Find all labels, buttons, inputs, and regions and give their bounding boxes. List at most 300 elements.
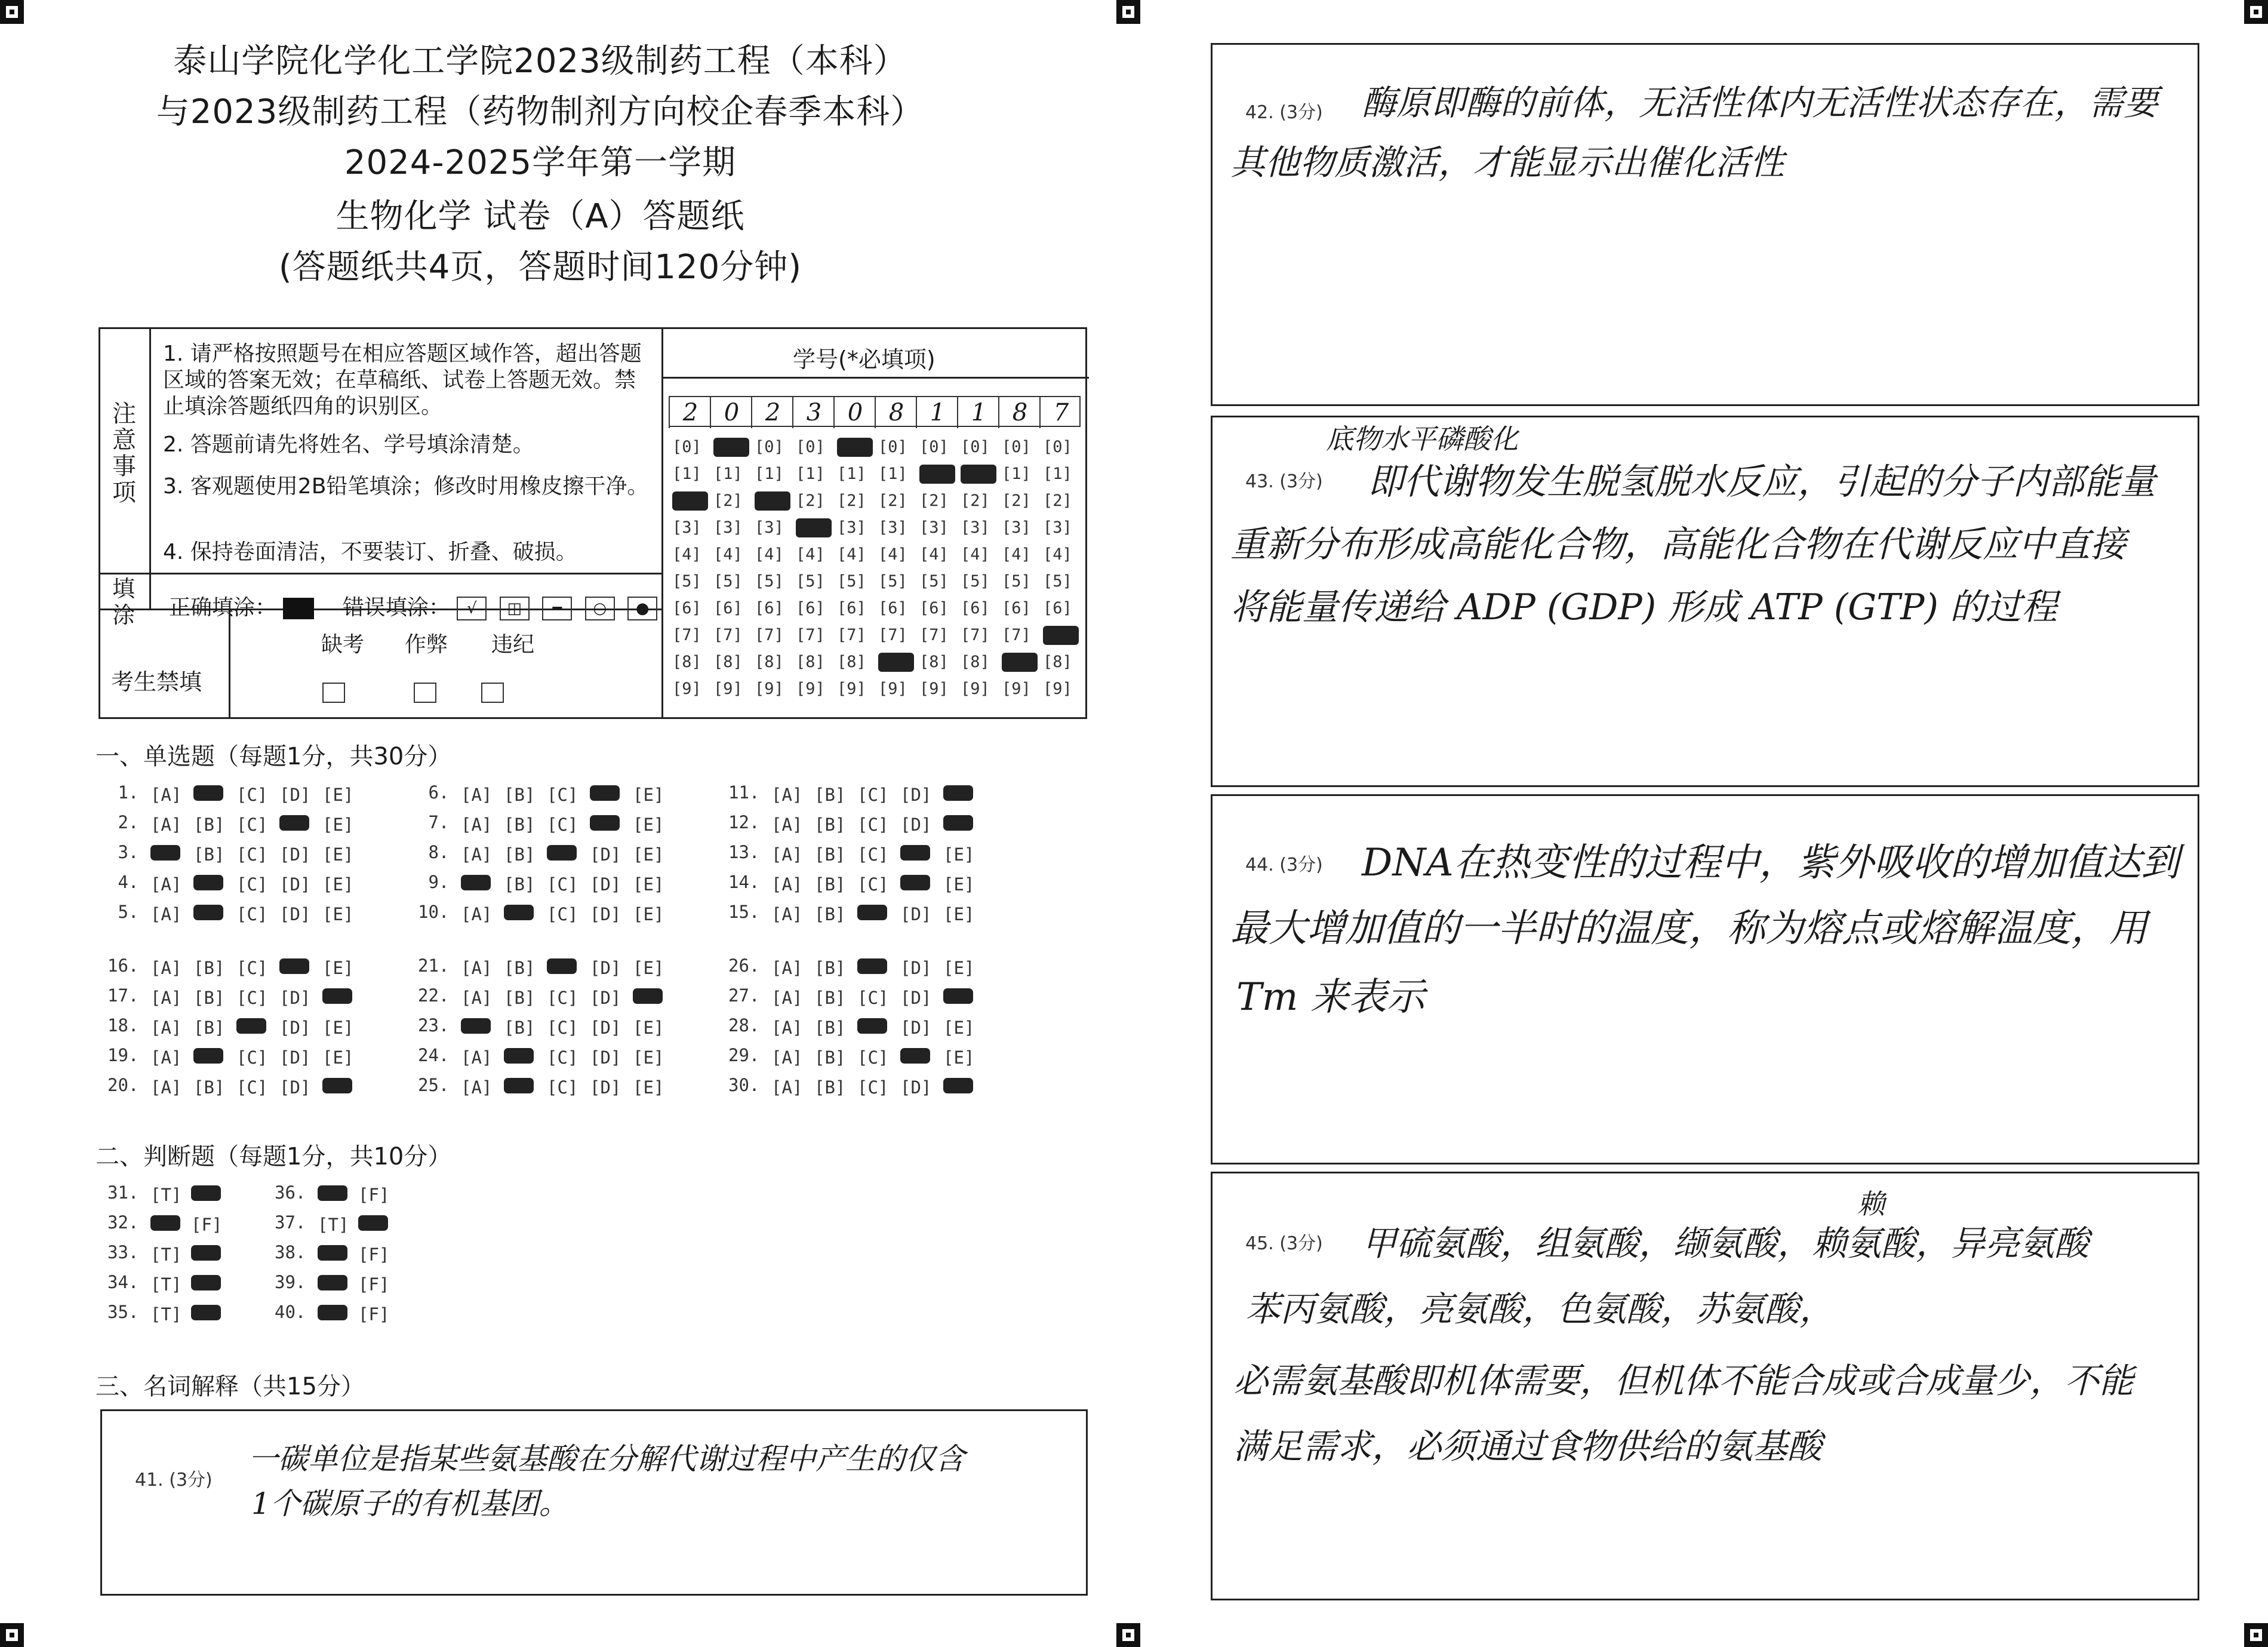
id-bubble[interactable]: [7] xyxy=(878,626,907,644)
answer-box-41[interactable] xyxy=(100,1409,1088,1596)
choice-option-D[interactable]: [D] xyxy=(279,1077,311,1098)
choice-option-A[interactable] xyxy=(150,844,193,862)
choice-option-D[interactable]: [D] xyxy=(900,988,932,1008)
choice-option-C[interactable]: [C] xyxy=(547,1077,578,1098)
id-bubble[interactable]: [3] xyxy=(919,518,949,537)
id-bubble[interactable]: [5] xyxy=(1002,572,1031,591)
choice-option-D[interactable]: [D] xyxy=(279,904,311,924)
choice-option-E[interactable]: [E] xyxy=(943,958,975,978)
id-bubble[interactable]: [7] xyxy=(796,626,825,644)
choice-option-C[interactable]: [C] xyxy=(547,988,578,1008)
choice-option-C[interactable]: [C] xyxy=(236,1077,268,1098)
id-bubble[interactable]: [7] xyxy=(919,626,949,644)
choice-option-B[interactable]: [B] xyxy=(193,988,225,1008)
judge-option-F[interactable] xyxy=(191,1185,232,1203)
judge-question-35[interactable] xyxy=(107,1302,232,1325)
choice-option-D[interactable]: [D] xyxy=(590,958,621,978)
judge-answer-area[interactable] xyxy=(107,1182,466,1332)
id-bubble[interactable]: [3] xyxy=(837,518,866,537)
id-bubble[interactable]: [6] xyxy=(755,599,784,617)
id-bubble[interactable]: [9] xyxy=(919,680,949,698)
choice-option-D[interactable]: [D] xyxy=(900,1077,932,1098)
choice-option-E[interactable]: [E] xyxy=(322,874,354,895)
answer-box-44[interactable] xyxy=(1211,794,2199,1164)
choice-question-18[interactable] xyxy=(107,1015,365,1038)
id-bubble[interactable]: [9] xyxy=(961,680,990,698)
choice-option-E[interactable]: [E] xyxy=(943,904,975,924)
id-bubble[interactable]: [4] xyxy=(919,545,949,564)
choice-option-C[interactable]: [C] xyxy=(547,874,578,895)
choice-option-E[interactable] xyxy=(943,785,986,803)
id-bubble[interactable]: [9] xyxy=(1043,680,1072,698)
judge-option-F[interactable]: [F] xyxy=(358,1245,390,1265)
choice-option-B[interactable]: [B] xyxy=(193,1077,225,1098)
choice-option-C[interactable]: [C] xyxy=(857,874,889,895)
choice-option-B[interactable] xyxy=(504,904,547,922)
choice-option-D[interactable]: [D] xyxy=(900,785,932,805)
choice-option-B[interactable]: [B] xyxy=(814,1047,846,1068)
id-bubble[interactable]: [1] xyxy=(1043,465,1072,483)
judge-option-T[interactable] xyxy=(318,1245,358,1262)
id-bubble[interactable]: [7] xyxy=(1002,626,1031,644)
id-bubble[interactable]: [6] xyxy=(919,599,949,617)
id-bubble[interactable]: [0] xyxy=(755,438,784,456)
id-bubble[interactable]: [2] xyxy=(919,491,949,510)
id-bubble[interactable]: [5] xyxy=(1043,572,1072,591)
choice-option-E[interactable]: [E] xyxy=(633,815,664,835)
choice-question-8[interactable] xyxy=(418,842,676,865)
choice-option-B[interactable]: [B] xyxy=(814,958,846,978)
choice-option-B[interactable] xyxy=(504,1047,547,1065)
choice-option-E[interactable]: [E] xyxy=(633,904,664,924)
choice-option-A[interactable]: [A] xyxy=(461,1047,493,1068)
choice-question-3[interactable] xyxy=(107,842,365,865)
choice-option-A[interactable]: [A] xyxy=(771,844,803,865)
id-bubble[interactable]: [1] xyxy=(713,465,743,483)
choice-option-B[interactable]: [B] xyxy=(193,958,225,978)
choice-option-B[interactable]: [B] xyxy=(814,874,846,895)
choice-option-C[interactable]: [C] xyxy=(547,1018,578,1038)
choice-option-B[interactable]: [B] xyxy=(504,874,536,895)
choice-option-A[interactable]: [A] xyxy=(771,904,803,924)
choice-option-A[interactable]: [A] xyxy=(150,988,182,1008)
choice-option-D[interactable] xyxy=(590,785,633,803)
id-bubble[interactable]: [6] xyxy=(837,599,866,617)
choice-option-B[interactable]: [B] xyxy=(814,785,846,805)
id-bubble[interactable]: [3] xyxy=(672,518,701,537)
choice-option-B[interactable]: [B] xyxy=(504,958,536,978)
choice-question-21[interactable] xyxy=(418,955,676,976)
choice-option-C[interactable]: [C] xyxy=(236,904,268,924)
id-bubble[interactable]: [9] xyxy=(713,680,743,698)
id-bubble[interactable]: [9] xyxy=(837,680,866,698)
id-bubble[interactable]: [0] xyxy=(961,438,990,456)
choice-option-A[interactable] xyxy=(461,1018,504,1035)
choice-option-C[interactable]: [C] xyxy=(547,1047,578,1068)
choice-option-E[interactable]: [E] xyxy=(633,1077,664,1098)
choice-option-D[interactable]: [D] xyxy=(279,1018,311,1038)
id-bubble[interactable]: [6] xyxy=(1043,599,1072,617)
id-bubble[interactable]: [8] xyxy=(713,653,743,671)
choice-option-A[interactable]: [A] xyxy=(150,958,182,978)
id-bubble[interactable]: [0] xyxy=(878,438,907,456)
id-bubble[interactable]: [5] xyxy=(672,572,701,591)
choice-question-12[interactable] xyxy=(728,812,986,835)
choice-option-C[interactable]: [C] xyxy=(547,904,578,924)
id-bubble[interactable]: [4] xyxy=(961,545,990,564)
choice-option-B[interactable]: [B] xyxy=(193,815,225,835)
choice-option-C[interactable]: [C] xyxy=(236,988,268,1008)
id-bubble[interactable] xyxy=(1043,626,1079,645)
choice-question-9[interactable] xyxy=(418,872,676,895)
id-bubble[interactable]: [1] xyxy=(672,465,701,483)
choice-option-C[interactable] xyxy=(857,904,900,922)
choice-option-D[interactable]: [D] xyxy=(590,904,621,924)
id-bubble[interactable]: [2] xyxy=(796,491,825,510)
id-bubble[interactable] xyxy=(672,491,708,511)
judge-option-T[interactable]: [T] xyxy=(318,1215,349,1235)
answer-box-45[interactable] xyxy=(1211,1172,2199,1600)
judge-option-F[interactable]: [F] xyxy=(191,1215,223,1235)
choice-option-A[interactable]: [A] xyxy=(461,844,493,865)
choice-option-A[interactable]: [A] xyxy=(771,958,803,978)
choice-option-E[interactable]: [E] xyxy=(633,958,664,978)
id-bubble[interactable]: [6] xyxy=(961,599,990,617)
id-bubble[interactable]: [0] xyxy=(1043,438,1072,456)
choice-question-22[interactable] xyxy=(418,985,676,1006)
choice-option-C[interactable]: [C] xyxy=(547,785,578,805)
id-bubble[interactable]: [1] xyxy=(1002,465,1031,483)
choice-option-B[interactable]: [B] xyxy=(504,988,536,1008)
choice-option-D[interactable] xyxy=(279,958,322,976)
choice-option-E[interactable]: [E] xyxy=(633,1047,664,1068)
id-bubble[interactable]: [1] xyxy=(837,465,866,483)
choice-option-E[interactable]: [E] xyxy=(322,904,354,924)
id-bubble[interactable]: [4] xyxy=(1043,545,1072,564)
choice-option-D[interactable] xyxy=(900,844,943,862)
choice-option-C[interactable]: [C] xyxy=(857,988,889,1008)
choice-option-B[interactable] xyxy=(193,1047,236,1065)
choice-option-E[interactable]: [E] xyxy=(322,1018,354,1038)
choice-option-C[interactable] xyxy=(547,844,590,862)
id-bubble[interactable]: [5] xyxy=(878,572,907,591)
judge-option-F[interactable]: [F] xyxy=(358,1274,390,1295)
choice-option-B[interactable]: [B] xyxy=(504,844,536,865)
id-bubble[interactable]: [8] xyxy=(1043,653,1072,671)
id-bubble[interactable]: [2] xyxy=(1002,491,1031,510)
choice-option-C[interactable]: [C] xyxy=(857,785,889,805)
choice-question-28[interactable] xyxy=(728,1015,986,1038)
choice-option-C[interactable] xyxy=(857,958,900,976)
choice-option-E[interactable] xyxy=(943,988,986,1006)
choice-option-B[interactable] xyxy=(193,874,236,892)
choice-option-D[interactable]: [D] xyxy=(279,785,311,805)
id-bubble[interactable]: [4] xyxy=(672,545,701,564)
id-bubble[interactable]: [5] xyxy=(713,572,743,591)
choice-option-D[interactable]: [D] xyxy=(279,988,311,1008)
choice-question-24[interactable] xyxy=(418,1045,676,1068)
choice-option-A[interactable]: [A] xyxy=(771,874,803,895)
choice-question-13[interactable] xyxy=(728,842,986,865)
judge-option-F[interactable]: [F] xyxy=(358,1185,390,1205)
choice-option-C[interactable]: [C] xyxy=(857,1047,889,1068)
choice-option-A[interactable]: [A] xyxy=(150,785,182,805)
judge-option-T[interactable]: [T] xyxy=(150,1274,182,1295)
choice-option-A[interactable]: [A] xyxy=(461,988,493,1008)
choice-option-D[interactable]: [D] xyxy=(279,1047,311,1068)
choice-option-A[interactable]: [A] xyxy=(771,1077,803,1098)
id-bubble[interactable]: [8] xyxy=(961,653,990,671)
choice-option-D[interactable] xyxy=(900,1047,943,1065)
id-bubble[interactable] xyxy=(713,438,749,457)
choice-option-D[interactable] xyxy=(590,815,633,832)
choice-option-D[interactable]: [D] xyxy=(900,815,932,835)
choice-question-11[interactable] xyxy=(728,782,986,803)
choice-option-C[interactable]: [C] xyxy=(547,815,578,835)
choice-question-30[interactable] xyxy=(728,1075,986,1098)
choice-option-D[interactable]: [D] xyxy=(900,958,932,978)
id-bubble[interactable]: [2] xyxy=(713,491,743,510)
id-bubble[interactable]: [7] xyxy=(837,626,866,644)
id-bubble[interactable]: [8] xyxy=(796,653,825,671)
id-bubble[interactable]: [6] xyxy=(796,599,825,617)
judge-option-F[interactable] xyxy=(358,1215,399,1233)
id-bubble[interactable]: [0] xyxy=(796,438,825,456)
choice-option-D[interactable] xyxy=(900,874,943,892)
id-bubble[interactable]: [9] xyxy=(672,680,701,698)
choice-option-E[interactable]: [E] xyxy=(322,844,354,865)
id-bubble[interactable]: [7] xyxy=(713,626,743,644)
id-bubble[interactable]: [6] xyxy=(1002,599,1031,617)
id-bubble[interactable]: [2] xyxy=(837,491,866,510)
choice-option-A[interactable]: [A] xyxy=(461,785,493,805)
choice-option-B[interactable]: [B] xyxy=(504,815,536,835)
choice-option-E[interactable] xyxy=(322,1077,365,1095)
choice-option-C[interactable]: [C] xyxy=(857,1077,889,1098)
choice-option-A[interactable]: [A] xyxy=(771,785,803,805)
choice-option-A[interactable]: [A] xyxy=(461,904,493,924)
judge-option-T[interactable]: [T] xyxy=(150,1245,182,1265)
choice-option-E[interactable]: [E] xyxy=(322,785,354,805)
id-bubble[interactable]: [5] xyxy=(919,572,949,591)
single-choice-answer-area[interactable] xyxy=(107,782,1039,1105)
id-bubble[interactable]: [6] xyxy=(672,599,701,617)
judge-option-F[interactable]: [F] xyxy=(358,1304,390,1325)
choice-question-5[interactable] xyxy=(107,902,365,922)
id-bubble[interactable]: [3] xyxy=(1043,518,1072,537)
id-bubble[interactable]: [3] xyxy=(961,518,990,537)
choice-option-A[interactable]: [A] xyxy=(150,874,182,895)
id-bubble[interactable]: [2] xyxy=(1043,491,1072,510)
id-bubble[interactable]: [9] xyxy=(1002,680,1031,698)
choice-option-B[interactable] xyxy=(193,904,236,922)
id-bubble[interactable]: [1] xyxy=(755,465,784,483)
choice-question-27[interactable] xyxy=(728,985,986,1006)
choice-option-E[interactable]: [E] xyxy=(633,785,664,805)
choice-option-A[interactable]: [A] xyxy=(150,1047,182,1068)
id-bubble[interactable]: [7] xyxy=(961,626,990,644)
choice-question-16[interactable] xyxy=(107,955,365,976)
choice-option-D[interactable]: [D] xyxy=(590,1018,621,1038)
judge-question-32[interactable] xyxy=(107,1212,232,1233)
choice-option-B[interactable]: [B] xyxy=(814,1018,846,1038)
id-bubble[interactable]: [4] xyxy=(878,545,907,564)
choice-option-A[interactable]: [A] xyxy=(150,815,182,835)
choice-option-D[interactable]: [D] xyxy=(590,874,621,895)
judge-option-F[interactable] xyxy=(191,1304,232,1322)
judge-option-F[interactable] xyxy=(191,1245,232,1262)
choice-option-C[interactable]: [C] xyxy=(236,1047,268,1068)
choice-option-E[interactable]: [E] xyxy=(943,1047,975,1068)
choice-question-1[interactable] xyxy=(107,782,365,803)
id-bubble[interactable]: [5] xyxy=(796,572,825,591)
choice-option-A[interactable] xyxy=(461,874,504,892)
choice-option-E[interactable] xyxy=(633,988,676,1006)
choice-option-C[interactable]: [C] xyxy=(236,844,268,865)
id-bubble[interactable]: [9] xyxy=(755,680,784,698)
id-bubble[interactable]: [4] xyxy=(837,545,866,564)
id-bubble[interactable] xyxy=(878,653,914,672)
choice-option-E[interactable]: [E] xyxy=(322,1047,354,1068)
choice-option-D[interactable]: [D] xyxy=(590,988,621,1008)
choice-option-B[interactable]: [B] xyxy=(193,1018,225,1038)
choice-option-A[interactable]: [A] xyxy=(771,1018,803,1038)
choice-question-17[interactable] xyxy=(107,985,365,1006)
id-bubble[interactable]: [1] xyxy=(878,465,907,483)
choice-option-C[interactable] xyxy=(236,1018,279,1035)
id-bubble[interactable]: [9] xyxy=(796,680,825,698)
choice-question-14[interactable] xyxy=(728,872,986,895)
judge-question-34[interactable] xyxy=(107,1272,232,1295)
choice-option-A[interactable]: [A] xyxy=(461,1077,493,1098)
choice-question-7[interactable] xyxy=(418,812,676,835)
choice-question-6[interactable] xyxy=(418,782,676,803)
choice-question-2[interactable] xyxy=(107,812,365,835)
choice-option-A[interactable]: [A] xyxy=(461,815,493,835)
id-bubble[interactable]: [9] xyxy=(878,680,907,698)
choice-question-19[interactable] xyxy=(107,1045,365,1068)
id-bubble[interactable]: [4] xyxy=(755,545,784,564)
answer-box-42[interactable] xyxy=(1211,43,2199,406)
judge-question-38[interactable] xyxy=(275,1242,399,1265)
id-bubble[interactable]: [8] xyxy=(919,653,949,671)
choice-option-B[interactable]: [B] xyxy=(504,785,536,805)
choice-option-E[interactable] xyxy=(943,815,986,832)
choice-question-26[interactable] xyxy=(728,955,986,976)
id-bubble[interactable]: [3] xyxy=(1002,518,1031,537)
judge-question-39[interactable] xyxy=(275,1272,399,1295)
judge-option-T[interactable]: [T] xyxy=(150,1304,182,1325)
choice-option-E[interactable]: [E] xyxy=(633,1018,664,1038)
judge-question-37[interactable] xyxy=(275,1212,399,1233)
choice-option-C[interactable]: [C] xyxy=(236,785,268,805)
choice-question-20[interactable] xyxy=(107,1075,365,1098)
judge-option-T[interactable] xyxy=(318,1304,358,1322)
id-bubble[interactable]: [5] xyxy=(961,572,990,591)
choice-option-C[interactable] xyxy=(857,1018,900,1035)
judge-option-T[interactable] xyxy=(318,1185,358,1203)
choice-option-A[interactable]: [A] xyxy=(150,904,182,924)
id-bubble[interactable]: [6] xyxy=(878,599,907,617)
id-bubble[interactable] xyxy=(919,465,955,484)
choice-option-D[interactable]: [D] xyxy=(590,1047,621,1068)
id-bubble[interactable]: [5] xyxy=(755,572,784,591)
id-bubble[interactable]: [4] xyxy=(713,545,743,564)
id-bubble[interactable]: [5] xyxy=(837,572,866,591)
choice-option-B[interactable]: [B] xyxy=(814,904,846,924)
choice-option-D[interactable]: [D] xyxy=(900,1018,932,1038)
id-bubble[interactable] xyxy=(796,518,832,537)
id-bubble[interactable]: [8] xyxy=(837,653,866,671)
choice-option-B[interactable]: [B] xyxy=(504,1018,536,1038)
id-bubble[interactable]: [1] xyxy=(796,465,825,483)
choice-option-A[interactable]: [A] xyxy=(150,1018,182,1038)
choice-question-25[interactable] xyxy=(418,1075,676,1098)
choice-option-B[interactable] xyxy=(504,1077,547,1095)
absent-checkbox[interactable] xyxy=(322,683,345,703)
judge-question-33[interactable] xyxy=(107,1242,232,1265)
id-bubble[interactable]: [8] xyxy=(755,653,784,671)
choice-question-15[interactable] xyxy=(728,902,986,922)
choice-option-B[interactable] xyxy=(193,785,236,803)
id-bubble[interactable]: [6] xyxy=(713,599,743,617)
judge-option-T[interactable]: [T] xyxy=(150,1185,182,1205)
choice-question-4[interactable] xyxy=(107,872,365,895)
id-bubble[interactable]: [2] xyxy=(878,491,907,510)
id-bubble[interactable] xyxy=(755,491,790,511)
choice-option-A[interactable]: [A] xyxy=(150,1077,182,1098)
judge-option-F[interactable] xyxy=(191,1274,232,1292)
choice-question-10[interactable] xyxy=(418,902,676,922)
choice-option-E[interactable]: [E] xyxy=(633,844,664,865)
choice-option-A[interactable]: [A] xyxy=(771,1047,803,1068)
violation-checkbox[interactable] xyxy=(481,683,504,703)
id-bubble[interactable]: [0] xyxy=(919,438,949,456)
id-bubble[interactable]: [7] xyxy=(755,626,784,644)
choice-option-D[interactable]: [D] xyxy=(590,1077,621,1098)
id-bubble[interactable]: [7] xyxy=(672,626,701,644)
judge-option-T[interactable] xyxy=(318,1274,358,1292)
choice-option-A[interactable]: [A] xyxy=(771,988,803,1008)
choice-option-D[interactable]: [D] xyxy=(279,844,311,865)
choice-option-C[interactable]: [C] xyxy=(236,874,268,895)
choice-option-C[interactable]: [C] xyxy=(236,815,268,835)
choice-option-E[interactable]: [E] xyxy=(943,1018,975,1038)
judge-option-T[interactable] xyxy=(150,1215,191,1233)
choice-option-B[interactable]: [B] xyxy=(193,844,225,865)
choice-question-29[interactable] xyxy=(728,1045,986,1068)
choice-option-E[interactable] xyxy=(322,988,365,1006)
choice-option-D[interactable]: [D] xyxy=(900,904,932,924)
choice-option-C[interactable] xyxy=(547,958,590,976)
choice-option-E[interactable]: [E] xyxy=(943,844,975,865)
id-bubble[interactable]: [3] xyxy=(878,518,907,537)
id-bubble[interactable]: [4] xyxy=(1002,545,1031,564)
judge-question-31[interactable] xyxy=(107,1182,232,1203)
cheat-checkbox[interactable] xyxy=(414,683,436,703)
choice-option-B[interactable]: [B] xyxy=(814,844,846,865)
choice-option-E[interactable]: [E] xyxy=(943,874,975,895)
id-bubble[interactable]: [0] xyxy=(672,438,701,456)
judge-question-40[interactable] xyxy=(275,1302,399,1325)
id-bubble[interactable]: [4] xyxy=(796,545,825,564)
id-bubble[interactable]: [0] xyxy=(1002,438,1031,456)
id-bubble[interactable]: [8] xyxy=(672,653,701,671)
id-bubble[interactable] xyxy=(961,465,996,484)
choice-option-A[interactable]: [A] xyxy=(771,815,803,835)
judge-question-36[interactable] xyxy=(275,1182,399,1203)
choice-option-D[interactable]: [D] xyxy=(590,844,621,865)
